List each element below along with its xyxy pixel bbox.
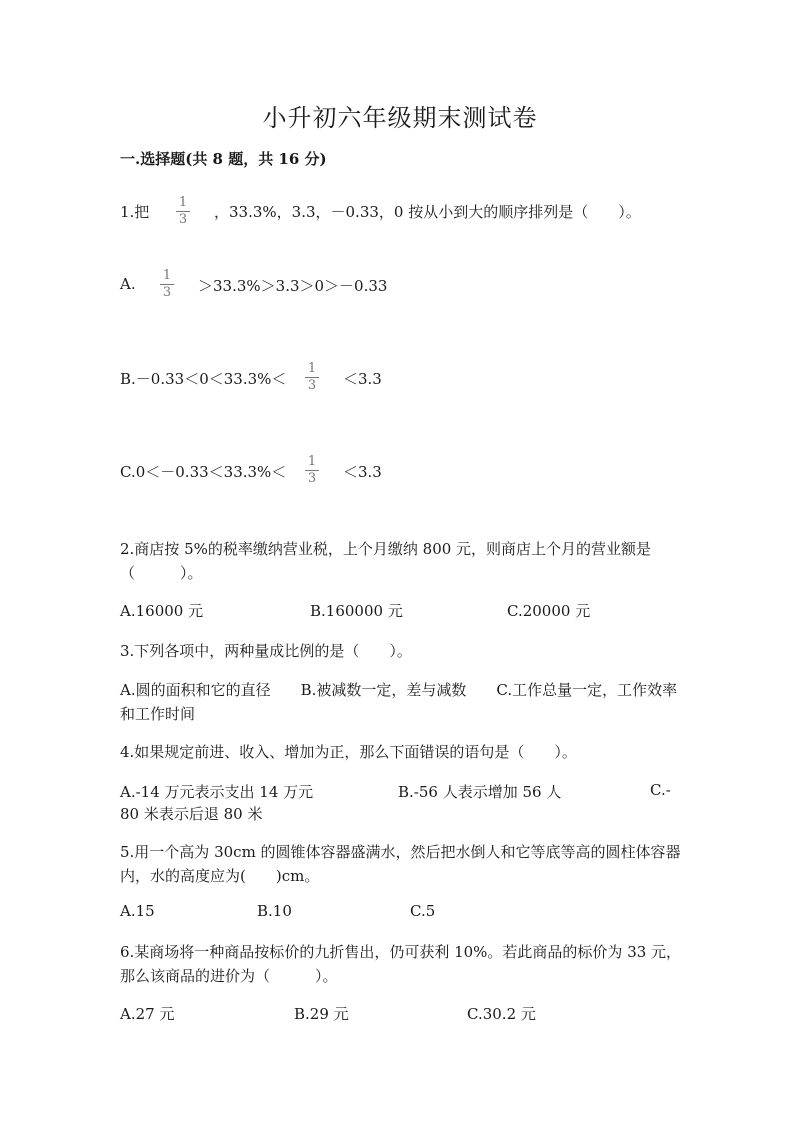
q4-option-c: C.- (650, 781, 671, 799)
q1-option-c-suffix: ＜3.3 (343, 463, 382, 481)
q1-option-b-fraction (305, 362, 319, 393)
q3-stem: 3.下列各项中，两种量成比例的是（ ）。 (120, 642, 412, 660)
q4-stem: 4.如果规定前进、收入、增加为正，那么下面错误的语句是（ ）。 (120, 743, 577, 761)
fraction-denominator: 3 (162, 285, 172, 300)
fraction-numerator: 1 (307, 361, 317, 376)
q1-option-c-prefix: C.0＜－0.33＜33.3%＜ (120, 463, 287, 481)
q1-stem-suffix: ，33.3%，3.3，－0.33，0 按从小到大的顺序排列是（ ）。 (214, 203, 641, 221)
q4-option-c-continued: 80 米表示后退 80 米 (120, 805, 263, 823)
q5-option-b: B.10 (257, 902, 292, 920)
q5-stem: 5.用一个高为 30cm 的圆锥体容器盛满水，然后把水倒人和它等底等高的圆柱体容器内，水的高度应为( )cm。 (120, 843, 681, 885)
q4-option-a: A.-14 万元表示支出 14 万元 (120, 783, 314, 801)
q1-option-b-suffix: ＜3.3 (343, 370, 382, 388)
q1-option-a-fraction (160, 269, 174, 300)
fraction-numerator: 1 (162, 268, 172, 283)
q5-option-c: C.5 (410, 902, 436, 920)
q1-option-a-suffix: ＞33.3%＞3.3＞0＞－0.33 (198, 277, 388, 295)
fraction-numerator: 1 (178, 195, 188, 210)
q4-option-b: B.-56 人表示增加 56 人 (398, 783, 562, 801)
q6-option-c: C.30.2 元 (467, 1005, 536, 1023)
q6-option-b: B.29 元 (294, 1005, 349, 1023)
q2-stem: 2.商店按 5%的税率缴纳营业税，上个月缴纳 800 元，则商店上个月的营业额是（ ）。 (120, 540, 652, 582)
page-title: 小升初六年级期末测试卷 (262, 104, 538, 132)
q2-option-c: C.20000 元 (507, 602, 591, 620)
q2-option-a: A.16000 元 (120, 602, 204, 620)
q6-stem: 6.某商场将一种商品按标价的九折售出，仍可获利 10%。若此商品的标价为 33 元，那么该商品的进价为（ ）。 (120, 943, 682, 985)
fraction-numerator: 1 (307, 454, 317, 469)
q1-option-b-prefix: B.－0.33＜0＜33.3%＜ (120, 370, 287, 388)
section-heading: 一.选择题(共 8 题，共 16 分) (120, 150, 327, 168)
q1-option-c-fraction (305, 455, 319, 486)
q2-option-b: B.160000 元 (310, 602, 403, 620)
q3-options: A.圆的面积和它的直径 B.被减数一定，差与减数 C.工作总量一定，工作效率和工作时间 (120, 681, 678, 723)
fraction-denominator: 3 (178, 212, 188, 227)
q6-option-a: A.27 元 (120, 1005, 175, 1023)
q1-stem-fraction (176, 196, 190, 227)
q1-stem-prefix: 1.把 (120, 203, 150, 221)
q5-option-a: A.15 (120, 902, 155, 920)
fraction-denominator: 3 (307, 378, 317, 393)
fraction-denominator: 3 (307, 471, 317, 486)
q1-option-a-prefix: A. (120, 275, 136, 293)
